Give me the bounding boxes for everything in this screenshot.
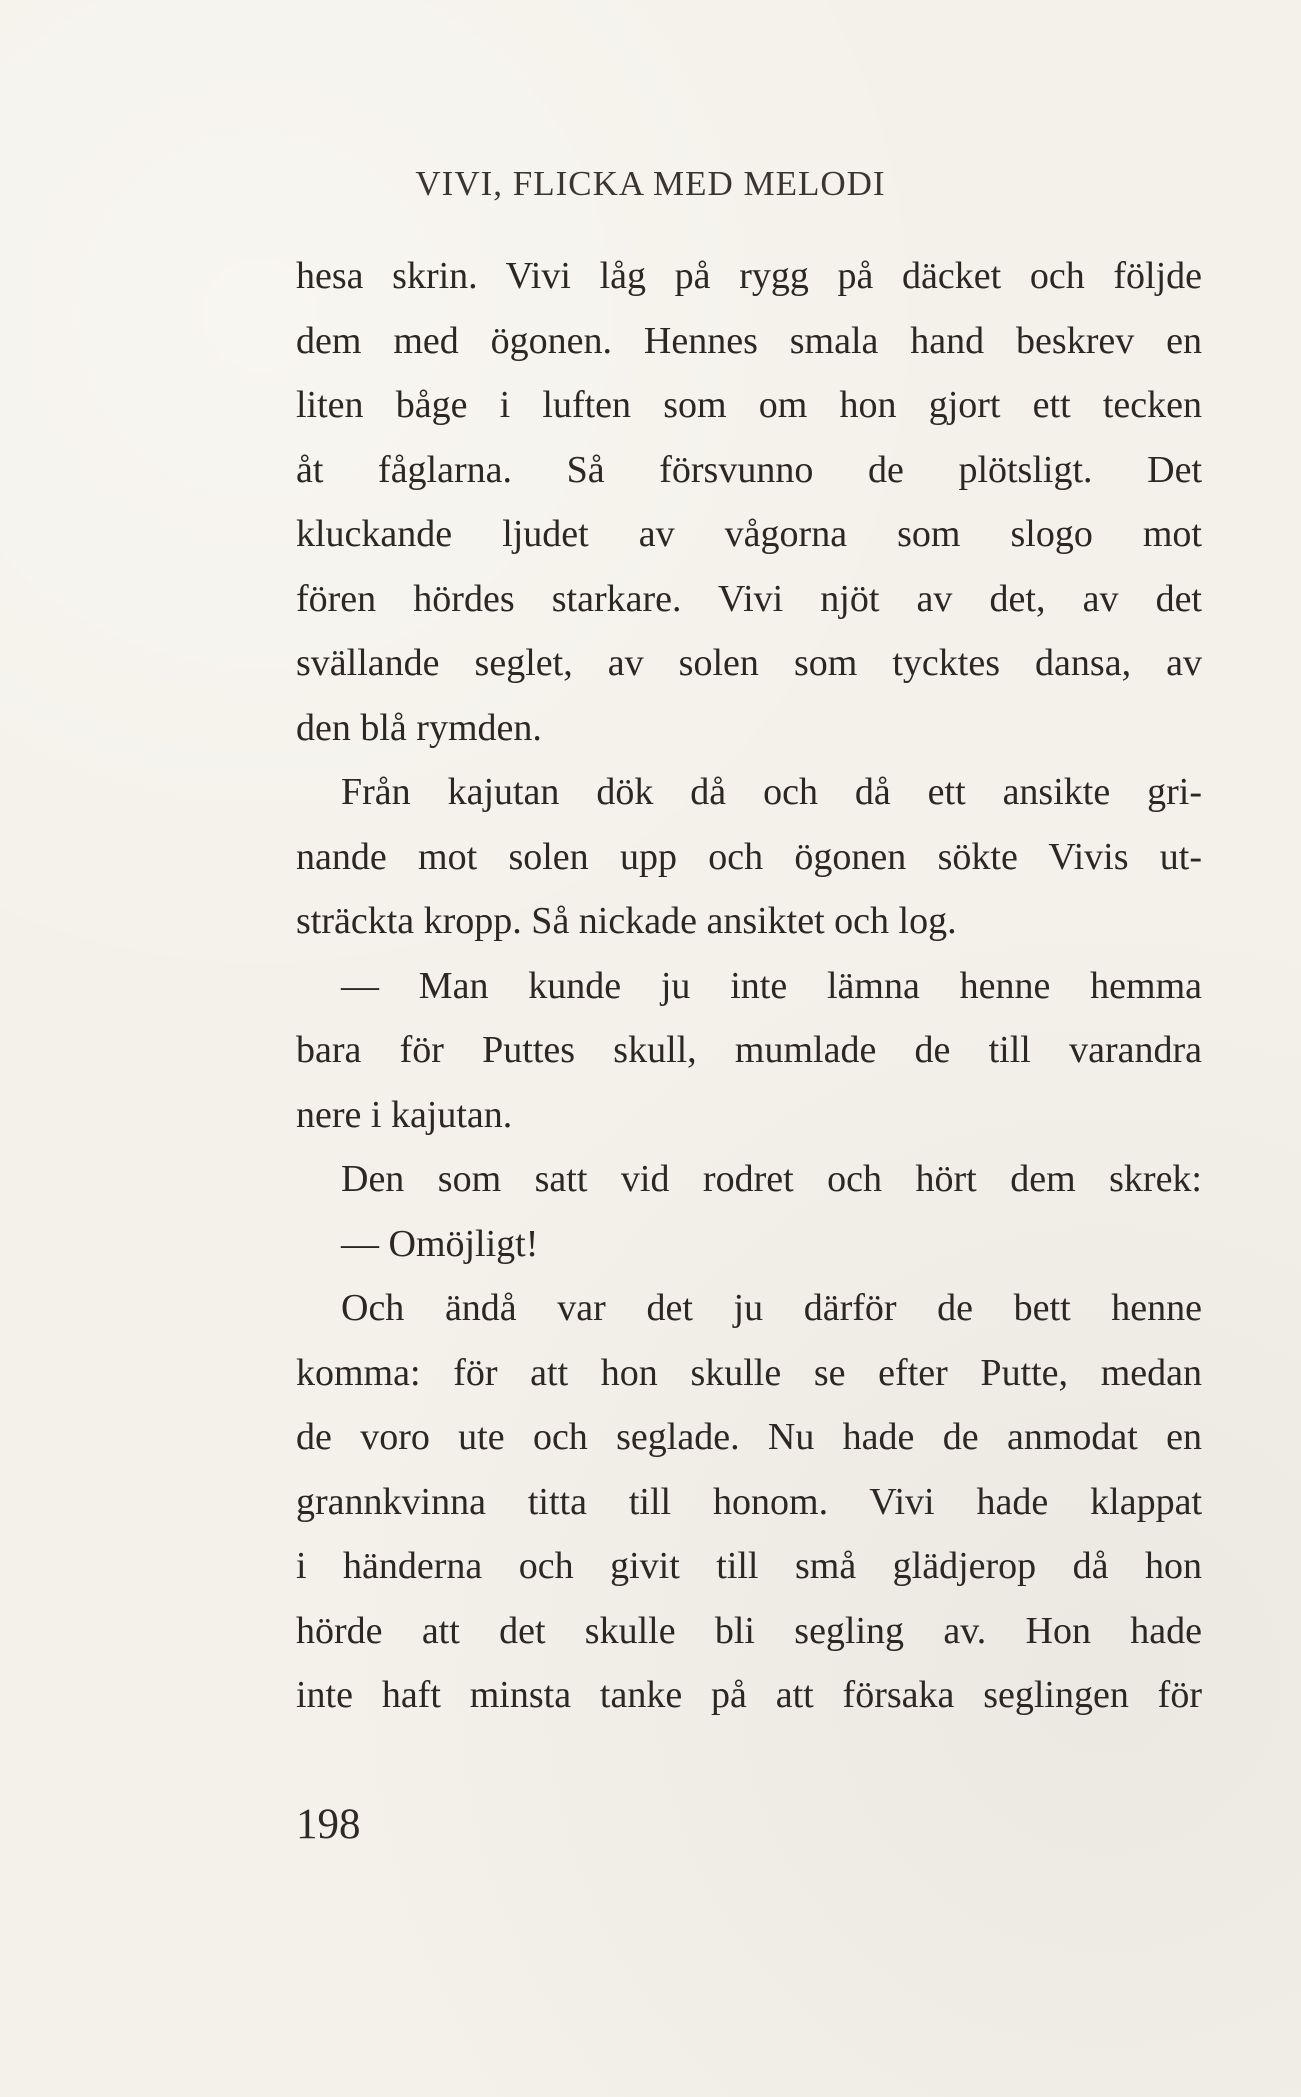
text-line: sträckta kropp. Så nickade ansiktet och log. <box>296 900 957 942</box>
text-line: hörde att det skulle bli segling av. Hon hade <box>296 1609 1202 1652</box>
text-line: hesa skrin. Vivi låg på rygg på däcket och följde <box>296 255 1202 297</box>
text-line: Från kajutan dök då och då ett ansikte gri- <box>341 771 1202 813</box>
text-line: de voro ute och seglade. Nu hade de anmodat en <box>296 1416 1202 1458</box>
text-line: åt fåglarna. Så försvunno de plötsligt. Det <box>296 448 1202 491</box>
text-line: svällande seglet, av solen som tycktes dansa, av <box>296 642 1202 684</box>
text-line: dem med ögonen. Hennes smala hand beskrev en <box>296 319 1202 362</box>
text-line: fören hördes starkare. Vivi njöt av det, av det <box>296 577 1202 620</box>
text-line: grannkvinna titta till honom. Vivi hade klappat <box>296 1480 1202 1523</box>
text-line: nere i kajutan. <box>296 1093 513 1136</box>
text-line: Den som satt vid rodret och hört dem skrek: <box>341 1158 1202 1200</box>
text-line: — Man kunde ju inte lämna henne hemma <box>341 964 1202 1007</box>
text-line: inte haft minsta tanke på att försaka seglingen för <box>296 1674 1202 1716</box>
text-line: liten båge i luften som om hon gjort ett tecken <box>296 384 1202 426</box>
text-line: kluckande ljudet av vågorna som slogo mot <box>296 513 1202 555</box>
running-head-title: VIVI, FLICKA MED MELODI <box>415 164 886 203</box>
text-line: bara för Puttes skull, mumlade de till varandra <box>296 1029 1202 1071</box>
text-line: komma: för att hon skulle se efter Putte, medan <box>296 1351 1202 1394</box>
text-line: nande mot solen upp och ögonen sökte Vivis ut- <box>296 835 1202 878</box>
text-line: — Omöjligt! <box>341 1222 539 1265</box>
text-line: i händerna och givit till små glädjerop då hon <box>296 1545 1202 1587</box>
body-text <box>296 244 1202 1728</box>
text-line: den blå rymden. <box>296 706 542 749</box>
text-line: Och ändå var det ju därför de bett henne <box>341 1287 1202 1329</box>
page-number: 198 <box>296 1801 361 1848</box>
